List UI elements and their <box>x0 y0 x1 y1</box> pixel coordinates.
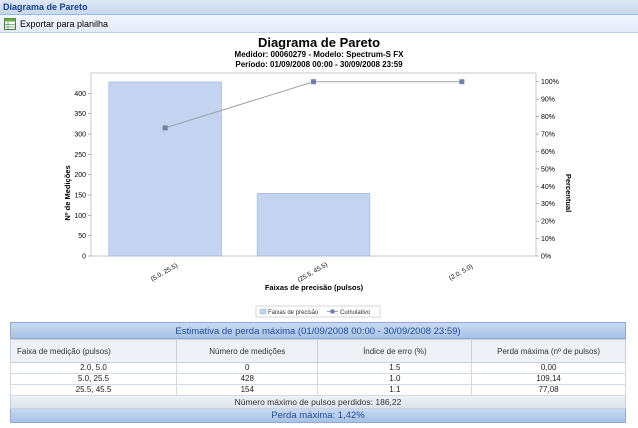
y2-tick-label: 30% <box>541 201 556 209</box>
column-header: Faixa de medição (pulsos) <box>11 340 177 363</box>
column-header: Índice de erro (%) <box>318 340 472 363</box>
y-tick-label: 300 <box>74 131 86 139</box>
y2-tick-label: 40% <box>541 183 556 191</box>
export-spreadsheet-button[interactable] <box>4 17 108 31</box>
window-title: Diagrama de Pareto <box>0 0 638 15</box>
table-cell: 77,08 <box>472 385 626 396</box>
chart-subtitle-meter: Medidor: 00060279 - Modelo: Spectrum-S FX <box>234 50 404 59</box>
y-tick-label: 150 <box>74 192 86 200</box>
pareto-chart <box>0 33 638 318</box>
y-axis-label: Nº de Medições <box>63 165 72 221</box>
table-cell: 1.1 <box>318 385 472 396</box>
x-axis-label: Faixas de precisão (pulsos) <box>264 283 364 292</box>
y-tick-label: 250 <box>74 151 86 159</box>
table-cell: 154 <box>177 385 318 396</box>
panel-header: Estimativa de perda máxima (01/09/2008 00:00 - 30/09/2008 23:59) <box>10 322 626 339</box>
spreadsheet-icon <box>4 18 16 30</box>
y2-tick-label: 100% <box>541 79 559 87</box>
y2-tick-label: 50% <box>541 166 556 174</box>
y2-tick-label: 20% <box>541 218 556 226</box>
legend-line-marker <box>331 310 335 314</box>
y2-tick-label: 10% <box>541 236 556 244</box>
table-cell: 109,14 <box>472 374 626 385</box>
cumulative-point <box>459 79 464 84</box>
max-loss: Perda máxima: 1,42% <box>10 409 626 423</box>
bar <box>109 82 222 256</box>
x-tick-label: (25.5, 45.5) <box>296 261 329 285</box>
export-label: Exportar para planilha <box>20 19 109 29</box>
x-tick-label: (5.0, 25.5) <box>149 262 180 284</box>
bar <box>257 193 370 256</box>
y-tick-label: 200 <box>74 172 86 180</box>
legend-bar-label: Faixas de precisão <box>268 310 319 316</box>
y-tick-label: 350 <box>74 111 86 119</box>
y2-tick-label: 70% <box>541 131 556 139</box>
table-cell: 1.5 <box>318 363 472 374</box>
table-row <box>11 374 626 385</box>
legend-line-label: Cumulativo <box>340 310 371 316</box>
max-lost-pulses: Número máximo de pulsos perdidos: 186,22 <box>10 396 626 409</box>
loss-table <box>10 339 626 396</box>
y-tick-label: 100 <box>74 212 86 220</box>
legend <box>256 306 380 317</box>
cumulative-point <box>163 125 168 130</box>
y2-axis-label: Percentual <box>564 173 573 213</box>
y-tick-label: 50 <box>78 233 86 241</box>
table-cell: 1.0 <box>318 374 472 385</box>
chart-subtitle-period: Período: 01/09/2008 00:00 - 30/09/2008 23:59 <box>235 60 403 69</box>
table-cell: 2.0, 5.0 <box>11 363 177 374</box>
table-cell: 0,00 <box>472 363 626 374</box>
x-tick-label: (2.0, 5.0) <box>448 263 475 283</box>
y2-tick-label: 60% <box>541 148 556 156</box>
y2-tick-label: 0% <box>541 253 552 261</box>
y-tick-label: 0 <box>82 253 86 261</box>
table-cell: 0 <box>177 363 318 374</box>
y2-tick-label: 80% <box>541 114 556 122</box>
loss-estimate-panel <box>10 322 626 428</box>
y2-tick-label: 90% <box>541 96 556 104</box>
table-cell: 428 <box>177 374 318 385</box>
y-tick-label: 400 <box>74 90 86 98</box>
cumulative-point <box>311 79 316 84</box>
column-header: Número de medições <box>177 340 318 363</box>
table-cell: 5.0, 25.5 <box>11 374 177 385</box>
toolbar <box>0 15 638 33</box>
chart-svg <box>0 33 638 318</box>
table-row <box>11 385 626 396</box>
legend-bar-swatch <box>260 309 266 314</box>
column-header: Perda máxima (nº de pulsos) <box>472 340 626 363</box>
table-cell: 25.5, 45.5 <box>11 385 177 396</box>
chart-title: Diagrama de Pareto <box>257 35 381 50</box>
table-header-row <box>11 340 626 363</box>
table-row <box>11 363 626 374</box>
